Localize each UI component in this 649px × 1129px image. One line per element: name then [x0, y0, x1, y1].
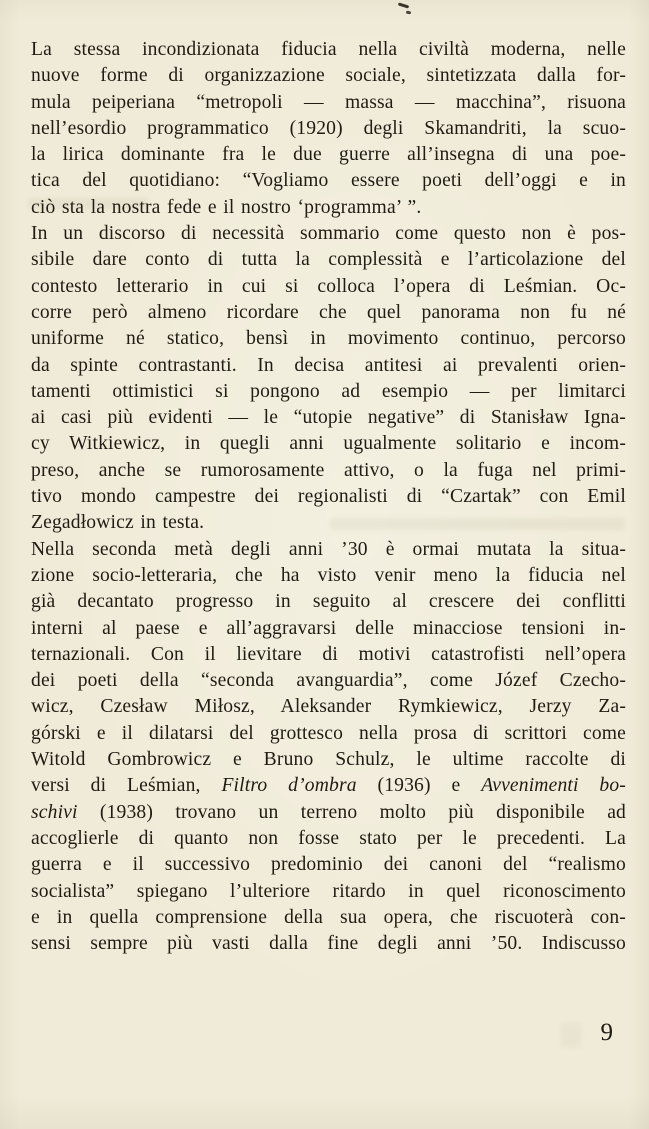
text-line: corre però almeno ricordare che quel panorama non fu né [31, 301, 626, 323]
text-line: da spinte contrastanti. In decisa antitesi ai prevalenti orien- [31, 354, 626, 376]
text-line: tamenti ottimistici si pongono ad esempio — per limitarci [31, 380, 626, 402]
text-line: e in quella comprensione della sua opera, che riscuoterà con- [31, 906, 626, 928]
text-line: zione socio-letteraria, che ha visto venir meno la fiducia nel [31, 564, 626, 586]
text-line: versi di Leśmian, Filtro d’ombra (1936) e Avvenimenti bo- [31, 775, 626, 797]
text-line: La stessa incondizionata fiducia nella civiltà moderna, nelle [31, 39, 626, 60]
show-through-smudge [560, 1022, 582, 1048]
ink-speck-icon [406, 11, 411, 15]
paragraph-2 [31, 221, 626, 537]
text-line: sensi sempre più vasti dalla fine degli anni ’50. Indiscusso [31, 933, 626, 955]
paragraph-1 [31, 37, 626, 221]
text-line: nuove forme di organizzazione sociale, sintetizzata dalla for- [31, 65, 626, 87]
text-line: tivo mondo campestre dei regionalisti di “Czartak” con Emil [31, 486, 626, 508]
text-line: guerra e il successivo predominio dei canoni del “realismo [31, 854, 626, 876]
text-line: già decantato progresso in seguito al crescere dei conflitti [31, 591, 626, 613]
text-line: dei poeti della “seconda avanguardia”, come Józef Czecho- [31, 670, 626, 692]
text-line: ciò sta la nostra fede e il nostro ‘programma’ ”. [31, 196, 422, 218]
text-line: uniforme né statico, bensì in movimento continuo, percorso [31, 328, 626, 350]
text-line: górski e il dilatarsi del grottesco nella prosa di scrittori come [31, 722, 626, 744]
text-line: Zegadłowicz in testa. [31, 512, 205, 534]
text-line: wicz, Czesław Miłosz, Aleksander Rymkiewicz, Jerzy Za- [31, 696, 626, 718]
text-line: interni al paese e all’aggravarsi delle minacciose tensioni in- [31, 617, 626, 639]
text-line: accoglierle di quanto non fosse stato per le precedenti. La [31, 827, 626, 849]
text-line: cy Witkiewicz, in quegli anni ugualmente solitario e incom- [31, 433, 626, 455]
text-line: ternazionali. Con il lievitare di motivi catastrofisti nell’opera [31, 643, 626, 665]
text-line: tica del quotidiano: “Vogliamo essere poeti dell’oggi e in [31, 170, 626, 192]
text-line: la lirica dominante fra le due guerre all’insegna di una poe- [31, 144, 626, 166]
text-line: preso, anche se rumorosamente attivo, o la fuga nel primi- [31, 459, 626, 481]
text-line: ai casi più evidenti — le “utopie negative” di Stanisław Igna- [31, 407, 626, 429]
text-line: Witold Gombrowicz e Bruno Schulz, le ultime raccolte di [31, 749, 626, 771]
text-line: socialista” spiegano l’ulteriore ritardo in quel riconoscimento [31, 880, 626, 902]
text-line: In un discorso di necessità sommario come questo non è pos- [31, 223, 626, 245]
text-line: contesto letterario in cui si colloca l’opera di Leśmian. Oc- [31, 275, 626, 297]
text-line: schivi (1938) trovano un terreno molto più disponibile ad [31, 801, 626, 823]
text-line: mula peiperiana “metropoli — massa — macchina”, risuona [31, 91, 626, 113]
paragraph-3 [31, 537, 626, 958]
text-line: nell’esordio programmatico (1920) degli Skamandriti, la scuo- [31, 117, 626, 139]
text-line: sibile dare conto di tutta la complessità e l’articolazione del [31, 249, 626, 271]
ink-speck-icon [398, 2, 409, 8]
page-number: 9 [600, 1019, 613, 1046]
text-block [31, 37, 626, 957]
text-line: Nella seconda metà degli anni ’30 è ormai mutata la situa- [31, 538, 626, 560]
